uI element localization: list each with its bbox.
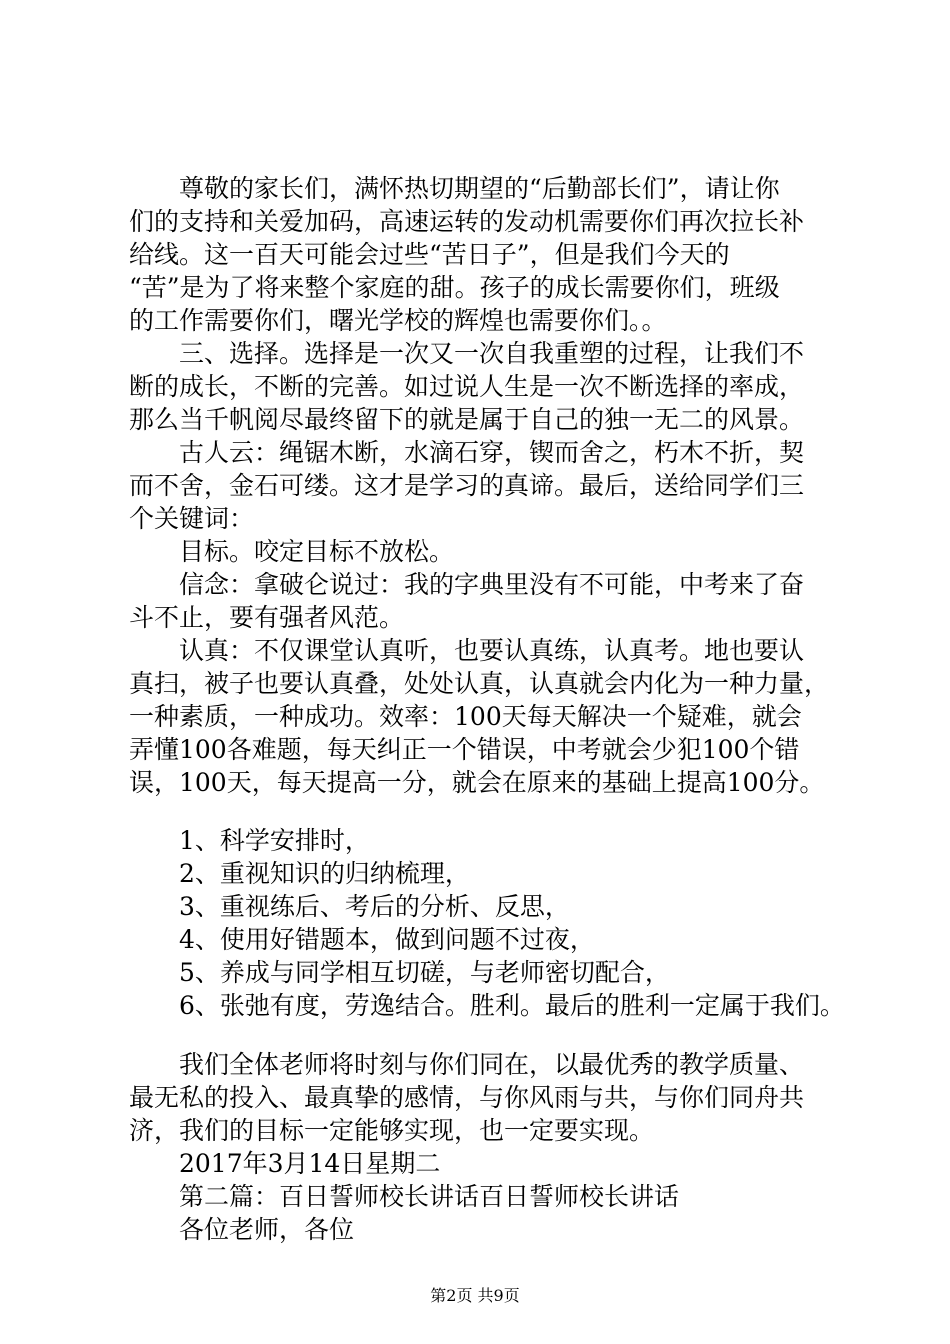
paragraph-line: 而不舍，金石可缕。这才是学习的真谛。最后，送给同学们三 (129, 471, 805, 500)
paragraph-line: 个关键词： (129, 504, 255, 533)
paragraph-line: 我们全体老师将时刻与你们同在，以最优秀的教学质量、 (179, 1050, 805, 1079)
paragraph-line: 一种素质，一种成功。效率：100天每天解决一个疑难，就会 (129, 702, 802, 731)
list-item: 5、养成与同学相互切磋，与老师密切配合， (179, 958, 670, 987)
list-item: 3、重视练后、考后的分析、反思， (179, 892, 570, 921)
paragraph-line: 最无私的投入、最真挚的感情，与你风雨与共，与你们同舟共 (129, 1083, 805, 1112)
paragraph-line: 的工作需要你们，曙光学校的辉煌也需要你们。。 (129, 306, 667, 335)
page-number-footer: 第2页 共9页 (430, 1286, 520, 1305)
paragraph-line: 古人云：绳锯木断，水滴石穿，锲而舍之，朽木不折，契 (179, 438, 805, 467)
paragraph-line: 尊敬的家长们，满怀热切期望的“后勤部长们”，请让你 (179, 174, 780, 203)
paragraph-line: 给线。这一百天可能会过些“苦日子”，但是我们今天的 (129, 240, 730, 269)
section-heading: 第二篇：百日誓师校长讲话百日誓师校长讲话 (179, 1182, 680, 1211)
paragraph-line: 目标。咬定目标不放松。 (179, 537, 455, 566)
paragraph-line: 真扫，被子也要认真叠，处处认真，认真就会内化为一种力量， (129, 669, 830, 698)
paragraph-line: 信念：拿破仑说过：我的字典里没有不可能，中考来了奋 (179, 570, 805, 599)
paragraph-line: 各位老师，各位 (179, 1215, 355, 1244)
list-item: 4、使用好错题本，做到问题不过夜， (179, 925, 595, 954)
paragraph-line: 三、选择。选择是一次又一次自我重塑的过程，让我们不 (179, 339, 805, 368)
paragraph-line: 认真：不仅课堂认真听，也要认真练，认真考。地也要认 (179, 636, 805, 665)
list-item: 6、张弛有度，劳逸结合。胜利。最后的胜利一定属于我们。 (179, 991, 845, 1020)
paragraph-line: 弄懂100各难题，每天纠正一个错误，中考就会少犯100个错 (129, 735, 800, 764)
paragraph-line: “苦”是为了将来整个家庭的甜。孩子的成长需要你们，班级 (129, 273, 780, 302)
paragraph-line: 们的支持和关爱加码，高速运转的发动机需要你们再次拉长补 (129, 207, 805, 236)
paragraph-line: 断的成长，不断的完善。如过说人生是一次不断选择的率成， (129, 372, 805, 401)
list-item: 1、科学安排时， (179, 826, 370, 855)
paragraph-line: 那么当千帆阅尽最终留下的就是属于自己的独一无二的风景。 (129, 405, 805, 434)
paragraph-line: 济，我们的目标一定能够实现，也一定要实现。 (129, 1116, 655, 1145)
paragraph-line: 误，100天，每天提高一分，就会在原来的基础上提高100分。 (129, 768, 825, 797)
paragraph-line: 斗不止，要有强者风范。 (129, 603, 405, 632)
list-item: 2、重视知识的归纳梳理， (179, 859, 470, 888)
date-line: 2017年3月14日星期二 (179, 1149, 441, 1178)
